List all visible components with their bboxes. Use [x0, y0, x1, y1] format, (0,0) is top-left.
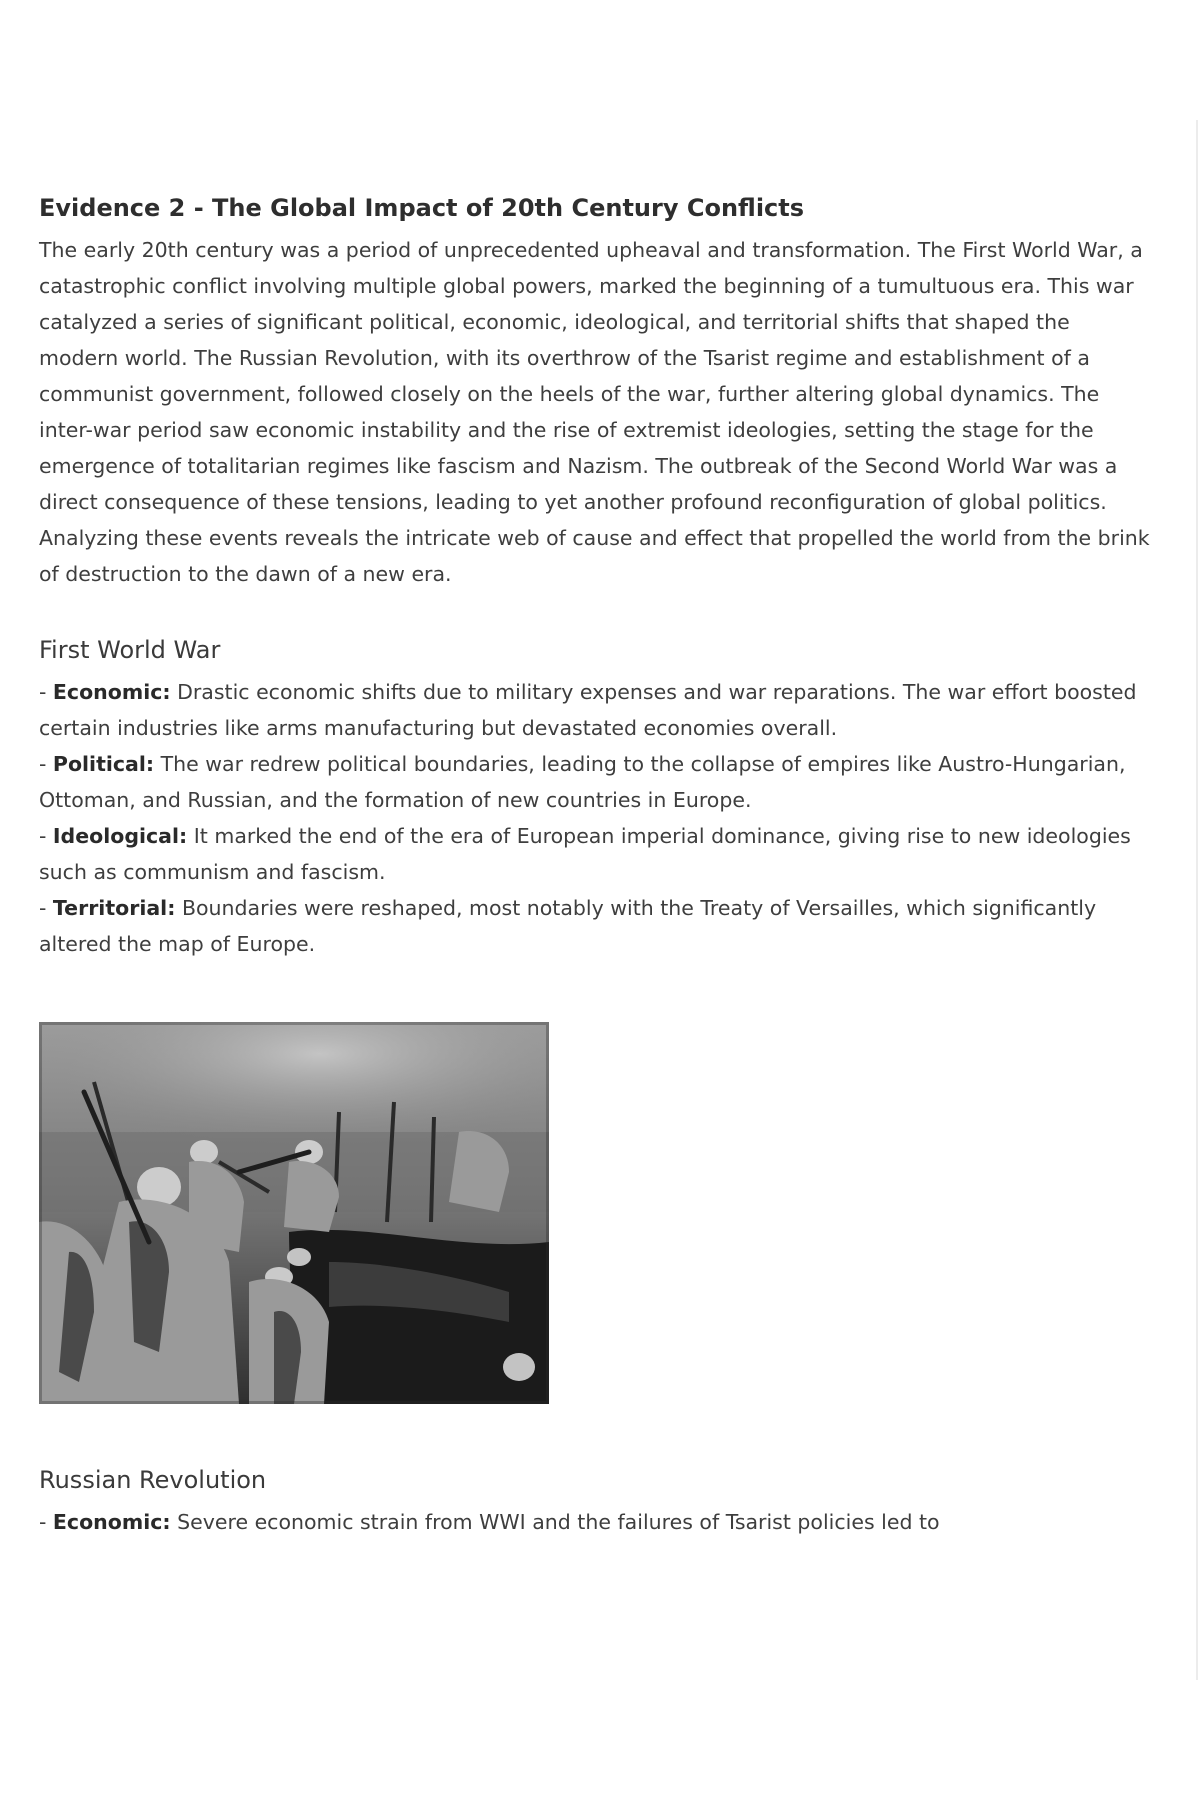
- section-russian-revolution: [39, 1464, 1151, 1540]
- item-bullet: -: [39, 752, 53, 776]
- section-first-world-war: [39, 634, 1151, 962]
- scroll-edge-divider: [1196, 120, 1198, 1680]
- item-bullet: -: [39, 896, 53, 920]
- item-label: Economic:: [52, 680, 171, 704]
- item-text: Boundaries were reshaped, most notably with the Treaty of Versailles, which significantly altered the map of Europe.: [39, 896, 1097, 956]
- intro-paragraph: The early 20th century was a period of unprecedented upheaval and transformation. The First World War, a catastrophic conflict involving multiple global powers, marked the beginning of a tumultuous era. This war catalyzed a series of significant political, economic, ideological, and territorial shifts that shaped the modern world. The Russian Revolution, with its overthrow of the Tsarist regime and establishment of a communist government, followed closely on the heels of the war, further altering global dynamics. The inter-war period saw economic instability and the rise of extremist ideologies, setting the stage for the emergence of totalitarian regimes like fascism and Nazism. The outbreak of the Second World War was a direct consequence of these tensions, leading to yet another profound reconfiguration of global politics. Analyzing these events reveals the intricate web of cause and effect that propelled the world from the brink of destruction to the dawn of a new era.: [39, 238, 1150, 586]
- item-text: Drastic economic shifts due to military expenses and war reparations. The war effort boosted certain industries like arms manufacturing but devastated economies overall.: [39, 680, 1137, 740]
- item-text: The war redrew political boundaries, leading to the collapse of empires like Austro-Hungarian, Ottoman, and Russian, and the formation of new countries in Europe.: [39, 752, 1126, 812]
- item-bullet: -: [39, 1510, 53, 1534]
- list-item: [39, 890, 1151, 962]
- item-bullet: -: [39, 824, 53, 848]
- item-label: Economic:: [52, 1510, 171, 1534]
- item-bullet: -: [39, 680, 53, 704]
- ww1-trench-photo: [39, 1022, 549, 1404]
- section-heading: First World War: [39, 636, 221, 664]
- item-text: Severe economic strain from WWI and the failures of Tsarist policies led to: [170, 1510, 940, 1534]
- item-label: Political:: [52, 752, 155, 776]
- document-title: Evidence 2 - The Global Impact of 20th Century Conflicts: [39, 194, 805, 222]
- item-label: Territorial:: [52, 896, 176, 920]
- section-heading: Russian Revolution: [39, 1466, 267, 1494]
- list-item: [39, 818, 1151, 890]
- item-label: Ideological:: [52, 824, 188, 848]
- list-item: [39, 746, 1151, 818]
- item-text: It marked the end of the era of European imperial dominance, giving rise to new ideologies such as communism and fascism.: [39, 824, 1131, 884]
- list-item: [39, 674, 1151, 746]
- document-page: [39, 192, 1151, 1540]
- list-item: [39, 1504, 1151, 1540]
